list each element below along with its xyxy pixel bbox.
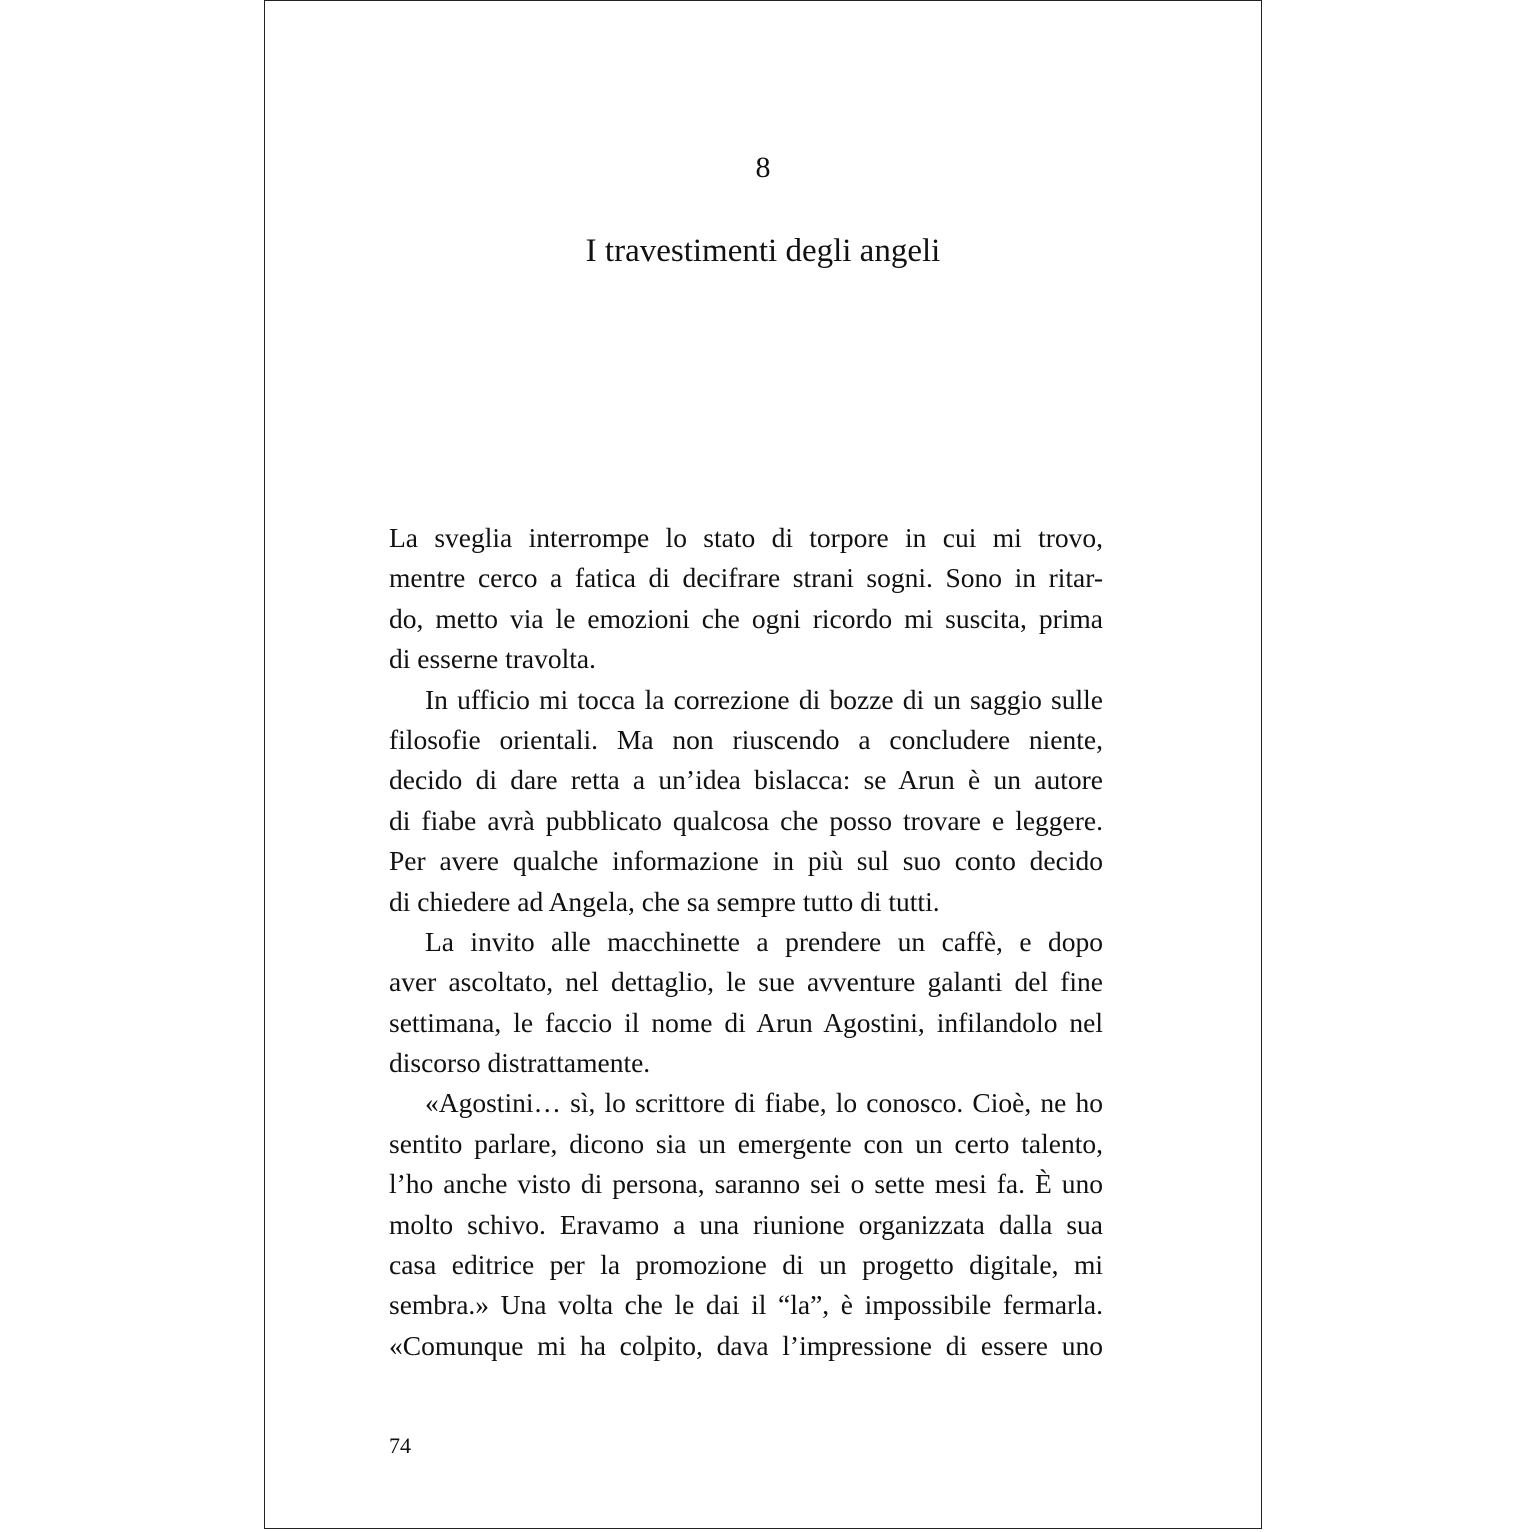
text-line: di fiabe avrà pubblicato qualcosa che posso trovare e leggere. bbox=[389, 804, 1103, 836]
text-line: «Comunque mi ha colpito, dava l’impressione di essere uno bbox=[389, 1329, 1103, 1361]
text-line: mentre cerco a fatica di decifrare strani sogni. Sono in ritar- bbox=[389, 562, 1103, 594]
text-line: sentito parlare, dicono sia un emergente con un certo talento, bbox=[389, 1127, 1103, 1159]
text-line: filosofie orientali. Ma non riuscendo a concludere niente, bbox=[389, 723, 1103, 755]
text-line: La invito alle macchinette a prendere un caffè, e dopo bbox=[425, 925, 1103, 957]
text-line: aver ascoltato, nel dettaglio, le sue avventure galanti del fine bbox=[389, 966, 1103, 998]
text-line: sembra.» Una volta che le dai il “la”, è impossibile fermarla. bbox=[389, 1289, 1103, 1321]
text-line: In ufficio mi tocca la correzione di bozze di un saggio sulle bbox=[425, 683, 1103, 715]
paragraph-2 bbox=[389, 680, 1103, 922]
text-line: decido di dare retta a un’idea bislacca: se Arun è un autore bbox=[389, 764, 1103, 796]
paragraph-3 bbox=[389, 922, 1103, 1084]
text-line: Per avere qualche informazione in più sul suo conto decido bbox=[389, 845, 1103, 877]
paragraph-4 bbox=[389, 1083, 1103, 1366]
text-line: di chiedere ad Angela, che sa sempre tutto di tutti. bbox=[389, 885, 940, 917]
text-line: settimana, le faccio il nome di Arun Agostini, infilandolo nel bbox=[389, 1006, 1103, 1038]
text-line: di esserne travolta. bbox=[389, 643, 596, 675]
text-line: casa editrice per la promozione di un progetto digitale, mi bbox=[389, 1249, 1103, 1281]
text-line: discorso distrattamente. bbox=[389, 1047, 651, 1079]
text-line: l’ho anche visto di persona, saranno sei o sette mesi fa. È uno bbox=[389, 1168, 1103, 1200]
paragraph-1 bbox=[389, 518, 1103, 680]
text-line: molto schivo. Eravamo a una riunione organizzata dalla sua bbox=[389, 1208, 1103, 1240]
body-text bbox=[389, 518, 1103, 1366]
text-line: do, metto via le emozioni che ogni ricordo mi suscita, prima bbox=[389, 602, 1103, 634]
book-page bbox=[264, 0, 1262, 1529]
chapter-title: I travestimenti degli angeli bbox=[585, 233, 941, 269]
text-line: «Agostini… sì, lo scrittore di fiabe, lo conosco. Cioè, ne ho bbox=[425, 1087, 1103, 1119]
chapter-number: 8 bbox=[755, 151, 771, 184]
text-line: La sveglia interrompe lo stato di torpore in cui mi trovo, bbox=[389, 522, 1103, 553]
page-number: 74 bbox=[389, 1433, 411, 1458]
